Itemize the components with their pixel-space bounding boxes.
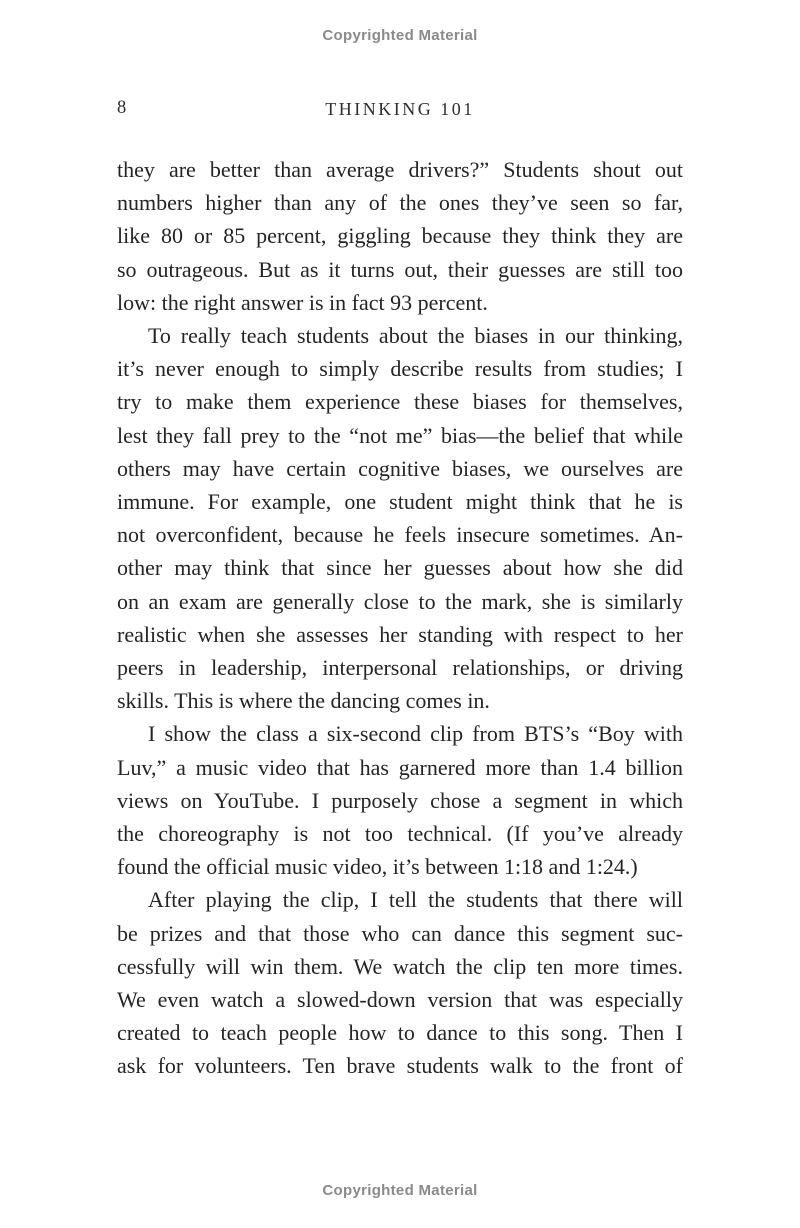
text-line: created to teach people how to dance to this song. Then I [117, 1020, 683, 1046]
text-line: try to make them experience these biases for themselves, [117, 389, 683, 415]
text-line: I show the class a six-second clip from BTS’s “Boy with [148, 721, 683, 747]
text-line: so outrageous. But as it turns out, their guesses are still too [117, 256, 683, 282]
text-line: not overconfident, because he feels insecure sometimes. An- [117, 522, 683, 548]
text-line: peers in leadership, interpersonal relationships, or driving [117, 655, 683, 681]
text-line: We even watch a slowed-down version that was especially [117, 987, 683, 1013]
text-line: numbers higher than any of the ones they’ve seen so far, [117, 190, 683, 216]
copyright-notice-bottom: Copyrighted Material [322, 1182, 478, 1199]
text-line: To really teach students about the biases in our thinking, [148, 323, 683, 349]
paragraph [117, 319, 683, 717]
text-line: on an exam are generally close to the mark, she is similarly [117, 588, 683, 614]
text-line: others may have certain cognitive biases, we ourselves are [117, 455, 683, 481]
running-head: THINKING 101 [325, 99, 475, 119]
text-line: the choreography is not too technical. (If you’ve already [117, 821, 683, 847]
text-line: lest they fall prey to the “not me” bias—the belief that while [117, 422, 683, 448]
body-text [117, 153, 683, 1083]
text-line: be prizes and that those who can dance this segment suc- [117, 920, 683, 946]
text-line: they are better than average drivers?” Students shout out [117, 157, 683, 182]
text-line: low: the right answer is in fact 93 percent. [117, 289, 488, 315]
text-line: immune. For example, one student might think that he is [117, 489, 683, 515]
copyright-notice-top: Copyrighted Material [322, 27, 478, 44]
text-line: found the official music video, it’s between 1:18 and 1:24.) [117, 854, 638, 880]
text-line: After playing the clip, I tell the students that there will [148, 887, 683, 913]
text-line: Luv,” a music video that has garnered more than 1.4 billion [117, 754, 683, 780]
page-number: 8 [117, 98, 127, 118]
text-line: it’s never enough to simply describe results from studies; I [117, 356, 683, 382]
text-line: cessfully will win them. We watch the clip ten more times. [117, 953, 683, 979]
text-line: views on YouTube. I purposely chose a segment in which [117, 787, 683, 813]
text-line: like 80 or 85 percent, giggling because they think they are [117, 223, 683, 249]
text-line: other may think that since her guesses about how she did [117, 555, 683, 581]
paragraph [117, 717, 683, 883]
text-line: realistic when she assesses her standing with respect to her [117, 621, 683, 647]
text-line: skills. This is where the dancing comes in. [117, 688, 490, 714]
paragraph [117, 153, 683, 319]
text-line: ask for volunteers. Ten brave students walk to the front of [117, 1053, 683, 1079]
paragraph [117, 883, 683, 1082]
